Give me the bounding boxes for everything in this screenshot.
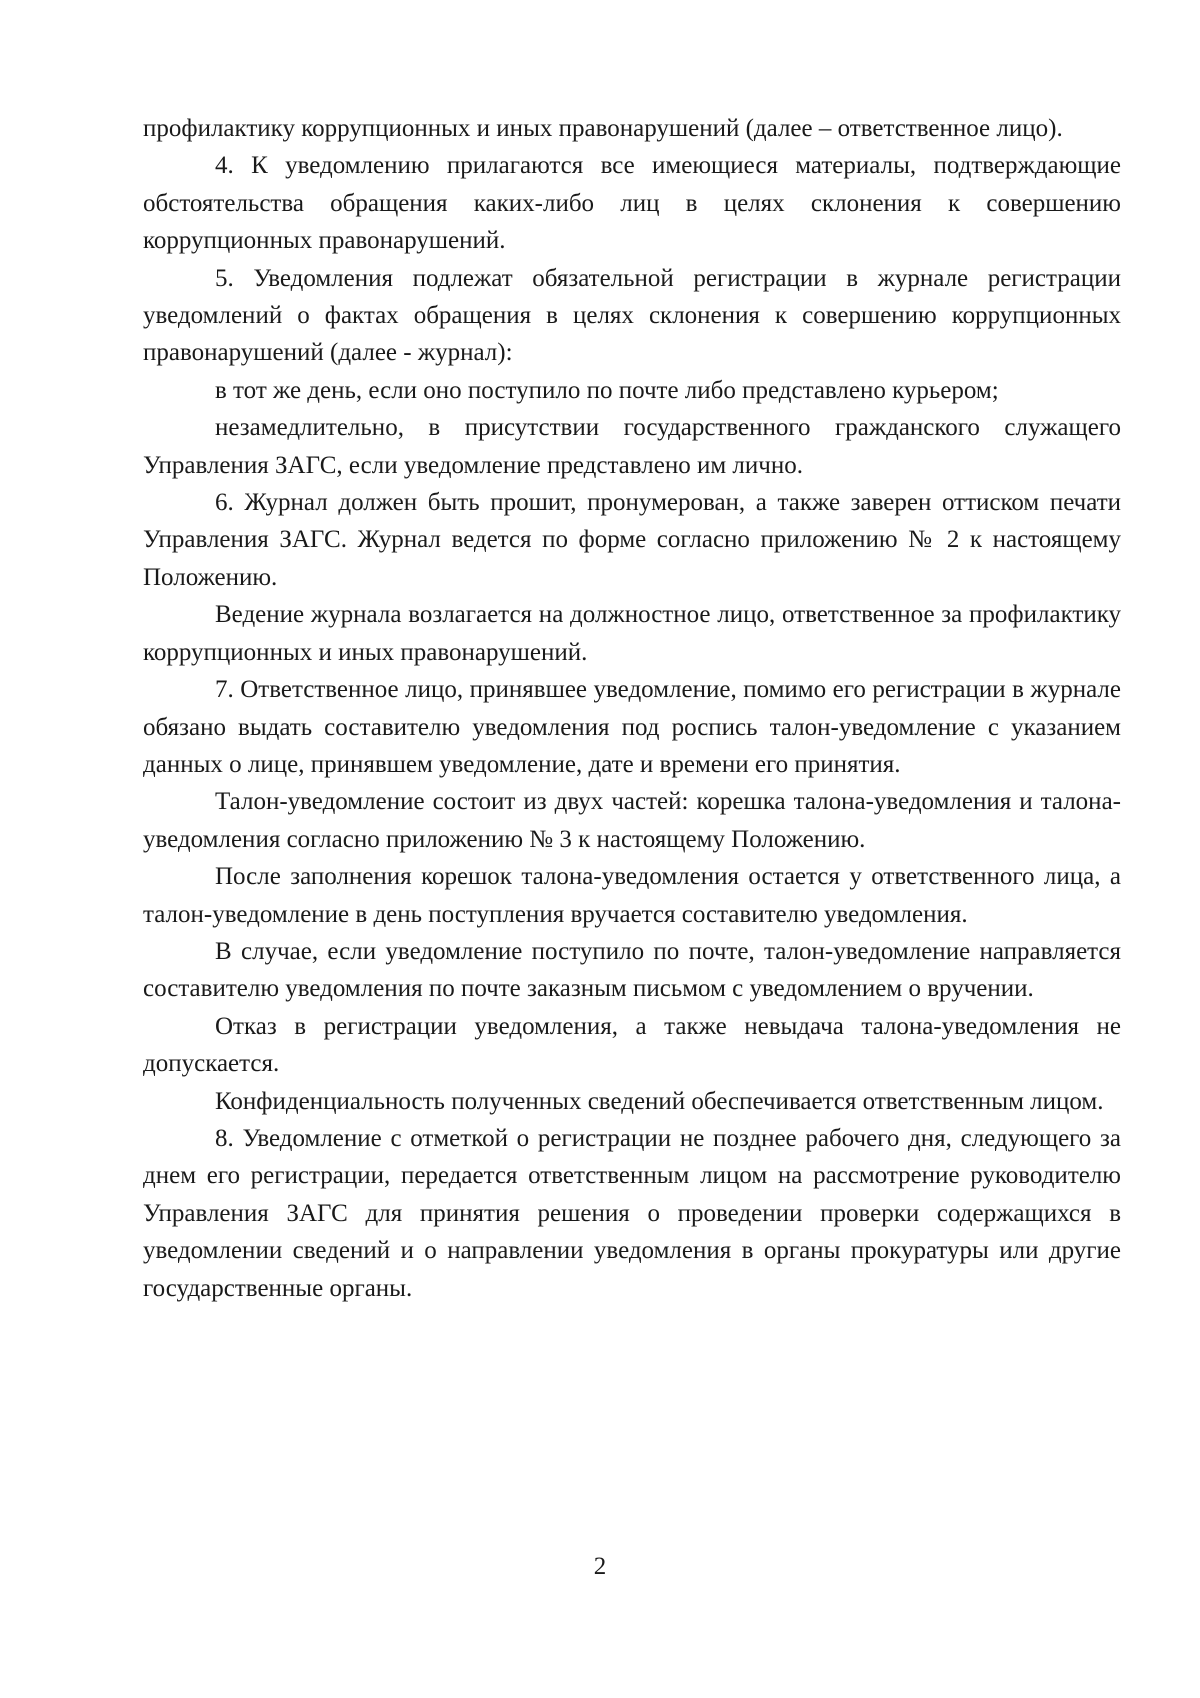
paragraph-immediately: незамедлительно, в присутствии государственного гражданского служащего Управления ЗАГС, если уведомление представлено им лично. bbox=[143, 414, 1121, 479]
paragraph-continuation: профилактику коррупционных и иных правонарушений (далее – ответственное лицо). bbox=[143, 115, 1063, 142]
paragraph-same-day: в тот же день, если оно поступило по почте либо представлено курьером; bbox=[215, 376, 999, 404]
paragraph-refusal: Отказ в регистрации уведомления, а также невыдача талона-уведомления не допускается. bbox=[143, 1012, 1121, 1078]
paragraph-item-5: 5. Уведомления подлежат обязательной регистрации в журнале регистрации уведомлений о фактах обращения в целях склонения к совершению коррупционных правонарушений (далее - журнал): bbox=[143, 264, 1121, 367]
paragraph-item-7: 7. Ответственное лицо, принявшее уведомление, помимо его регистрации в журнале обязано выдать составителю уведомления под роспись талон-уведомление с указанием данных о лице, принявшем уведомление, дате и времени его принятия. bbox=[143, 676, 1121, 778]
paragraph-item-6: 6. Журнал должен быть прошит, пронумерован, а также заверен оттиском печати Управления ЗАГС. Журнал ведется по форме согласно приложению № 2 к настоящему Положению. bbox=[143, 489, 1121, 591]
page-number: 2 bbox=[593, 1553, 607, 1580]
paragraph-item-4: 4. К уведомлению прилагаются все имеющиеся материалы, подтверждающие обстоятельства обращения каких-либо лиц в целях склонения к совершению коррупционных правонарушений. bbox=[143, 152, 1121, 255]
paragraph-journal-keeping: Ведение журнала возлагается на должностное лицо, ответственное за профилактику коррупционных и иных правонарушений. bbox=[143, 601, 1121, 666]
paragraph-coupon-parts: Талон-уведомление состоит из двух частей: корешка талона-уведомления и талона-уведомления согласно приложению № 3 к настоящему Положению. bbox=[143, 788, 1121, 853]
paragraph-after-filling: После заполнения корешок талона-уведомления остается у ответственного лица, а талон-уведомление в день поступления вручается составителю уведомления. bbox=[143, 863, 1121, 928]
paragraph-by-mail: В случае, если уведомление поступило по почте, талон-уведомление направляется составителю уведомления по почте заказным письмом с уведомлением о вручении. bbox=[143, 937, 1121, 1003]
paragraph-item-8: 8. Уведомление с отметкой о регистрации не позднее рабочего дня, следующего за днем его регистрации, передается ответственным лицом на рассмотрение руководителю Управления ЗАГС для принятия решения о проведении проверки содержащихся в уведомлении сведений и о направлении уведомления в органы прокуратуры или другие государственные органы. bbox=[143, 1124, 1121, 1302]
paragraph-confidentiality: Конфиденциальность полученных сведений обеспечивается ответственным лицом. bbox=[215, 1087, 1104, 1115]
document-body bbox=[143, 110, 1121, 1307]
